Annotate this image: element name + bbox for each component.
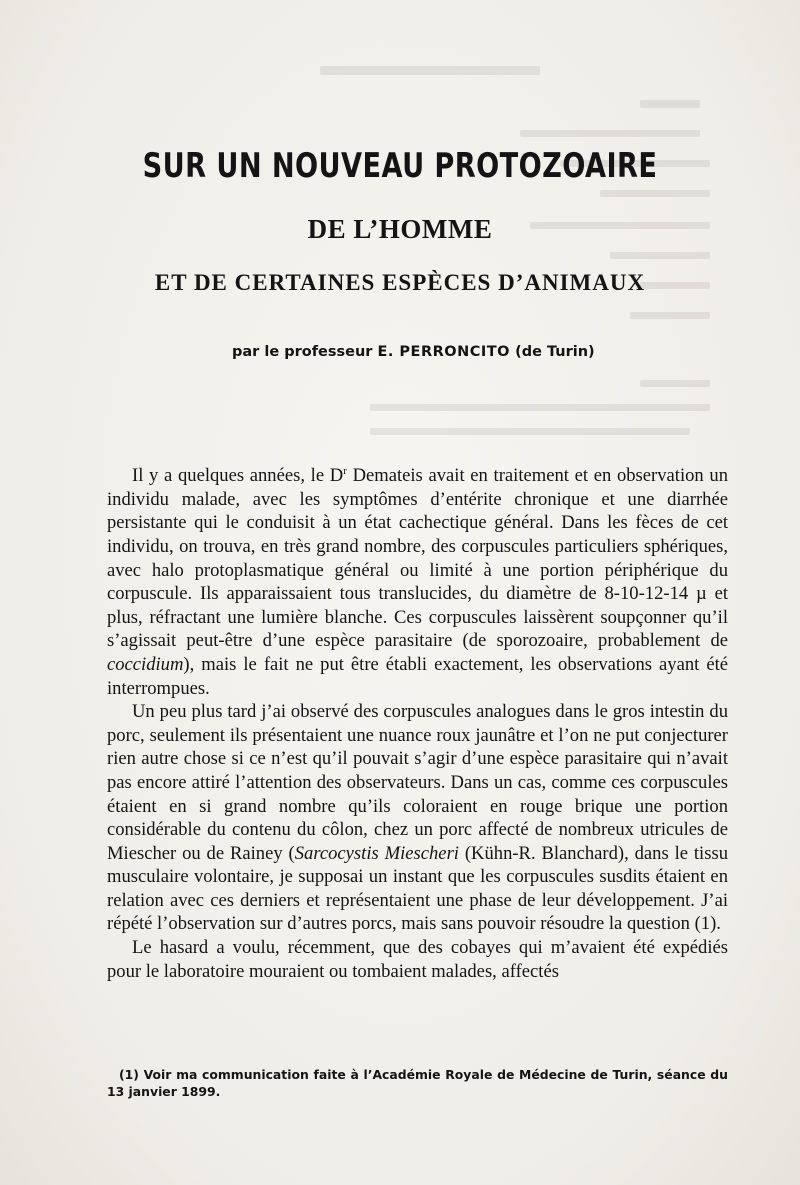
text-run: Un peu plus tard j’ai observé des corpuscules analogues dans le gros intestin du porc, seulement ils présentaient une nuance roux jaunâtre et l’on ne put conjecturer rien autre chose si ce n’est qu’il pouvait s’agir d’une espèce parasitaire qui n’avait pas encore attiré l’attention des observateurs. Dans un cas, comme ces corpuscules étaient en si grand nombre qu’ils coloraient en rouge brique une portion considérable du contenu du côlon, chez un porc affecté de nombreux utricules de Miescher ou de Rainey ( [107, 701, 728, 864]
superscript: r [343, 465, 347, 477]
text-run: Le hasard a voulu, récemment, que des cobayes qui m’avaient été expédiés pour le laboratoire mouraient ou tombaient malades, affectés [107, 937, 728, 982]
byline-prefix: par le professeur [232, 344, 378, 360]
text-run: ), mais le fait ne put être établi exactement, les observations ayant été interrompues. [107, 653, 728, 699]
article-title: SUR UN NOUVEAU PROTOZOAIRE [142, 146, 658, 186]
text-run: Il y a quelques années, le D [132, 465, 344, 487]
footnote [107, 1066, 728, 1100]
article-body [107, 460, 728, 983]
footnote-text: (1) Voir ma communication faite à l’Académie Royale de Médecine de Turin, séance du 13 janvier 1899. [107, 1067, 728, 1099]
italic-term: Sarcocystis Miescheri [294, 842, 459, 864]
article-subtitle-secondary: ET DE CERTAINES ESPÈCES D’ANIMAUX [154, 270, 646, 295]
italic-term: coccidium [107, 653, 184, 675]
paragraph [107, 460, 728, 700]
article-subtitle: DE L’HOMME [307, 214, 493, 244]
paragraph [107, 936, 728, 983]
byline [232, 344, 595, 360]
text-run: Demateis avait en traitement et en observation un individu malade, avec les symptômes d’entérite chronique et une diarrhée persistante qui le conduisit à un état cachectique général. Dans les fèces de cet individu, on trouva, en très grand nombre, des corpuscules particuliers sphériques, avec halo protoplasmatique général ou limité à une portion périphérique du corpuscule. Ils apparaissaient tous translucides, du diamètre de 8-10-12-14 µ et plus, réfractant une lumière blanche. Ces corpuscules laissèrent soupçonner qu’il s’agissait peut-être d’une espèce parasitaire (de sporozoaire, probablement de [107, 465, 728, 652]
paragraph [107, 700, 728, 936]
text-run: (Kühn-R. Blanchard), dans le tissu musculaire volontaire, je supposai un instant que les corpuscules susdits étaient en relation avec ces derniers et représentaient une phase de leur développement. J’ai répété l’observation sur d’autres porcs, mais sans pouvoir résoudre la question (1). [107, 842, 728, 935]
author-affiliation: (de Turin) [510, 344, 595, 360]
author-name: E. PERRONCITO [377, 344, 511, 360]
